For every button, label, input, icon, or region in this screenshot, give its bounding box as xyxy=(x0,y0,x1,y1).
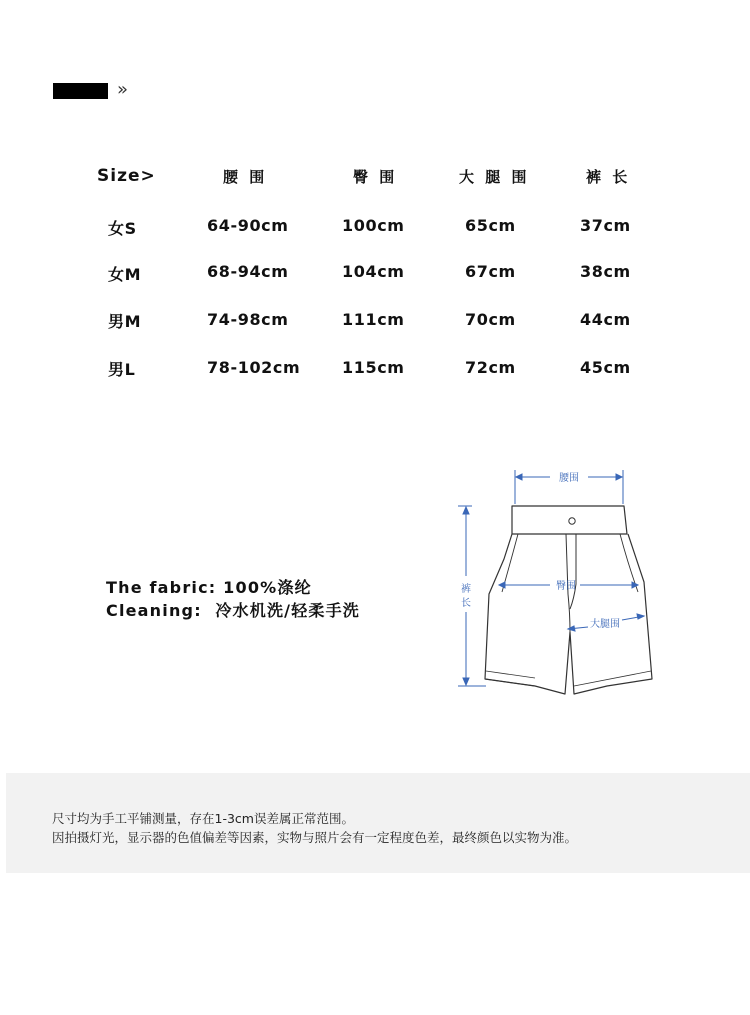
hip-label: 臀围 xyxy=(556,581,576,592)
length-measure-line xyxy=(458,506,486,686)
fabric-info xyxy=(106,576,360,622)
table-cell-length: 37cm xyxy=(580,216,631,235)
cleaning-line xyxy=(106,599,360,622)
column-header-hip: 臀 围 xyxy=(353,168,398,186)
cleaning-label: Cleaning: xyxy=(106,601,202,620)
table-cell-waist: 78-102cm xyxy=(207,358,301,377)
table-cell-thigh: 67cm xyxy=(465,262,516,281)
table-cell-waist: 74-98cm xyxy=(207,310,289,329)
shorts-measurement-diagram xyxy=(452,464,662,699)
table-row-size: 男L xyxy=(108,360,136,379)
table-row-size: 女S xyxy=(108,219,137,238)
waist-label: 腰围 xyxy=(559,473,579,484)
column-header-size: Size> xyxy=(97,166,156,186)
table-cell-hip: 115cm xyxy=(342,358,405,377)
column-header-length: 裤 长 xyxy=(586,168,631,186)
table-cell-hip: 104cm xyxy=(342,262,405,281)
table-cell-thigh: 70cm xyxy=(465,310,516,329)
shorts-outline xyxy=(485,506,652,694)
table-cell-thigh: 72cm xyxy=(465,358,516,377)
length-label-2: 长 xyxy=(461,598,471,609)
length-label-1: 裤 xyxy=(461,584,471,595)
column-header-waist: 腰 围 xyxy=(223,168,268,186)
notes-panel xyxy=(6,773,750,873)
double-chevron-right-icon: » xyxy=(117,79,129,100)
fabric-line: The fabric: 100%涤纶 xyxy=(106,578,312,597)
note-line-1: 尺寸均为手工平铺测量，存在1-3cm误差属正常范围。 xyxy=(52,811,354,826)
table-cell-length: 44cm xyxy=(580,310,631,329)
table-cell-hip: 111cm xyxy=(342,310,405,329)
table-cell-thigh: 65cm xyxy=(465,216,516,235)
cleaning-value: 冷水机洗/轻柔手洗 xyxy=(215,601,360,620)
table-cell-length: 38cm xyxy=(580,262,631,281)
note-line-2: 因拍摄灯光，显示器的色值偏差等因素，实物与照片会有一定程度色差，最终颜色以实物为准。 xyxy=(52,830,578,845)
table-row-size: 女M xyxy=(108,265,142,284)
table-cell-hip: 100cm xyxy=(342,216,405,235)
table-cell-waist: 68-94cm xyxy=(207,262,289,281)
size-table xyxy=(0,0,750,400)
table-cell-waist: 64-90cm xyxy=(207,216,289,235)
table-cell-length: 45cm xyxy=(580,358,631,377)
column-header-thigh: 大 腿 围 xyxy=(459,168,530,186)
table-row-size: 男M xyxy=(108,312,142,331)
thigh-label: 大腿围 xyxy=(590,619,620,630)
